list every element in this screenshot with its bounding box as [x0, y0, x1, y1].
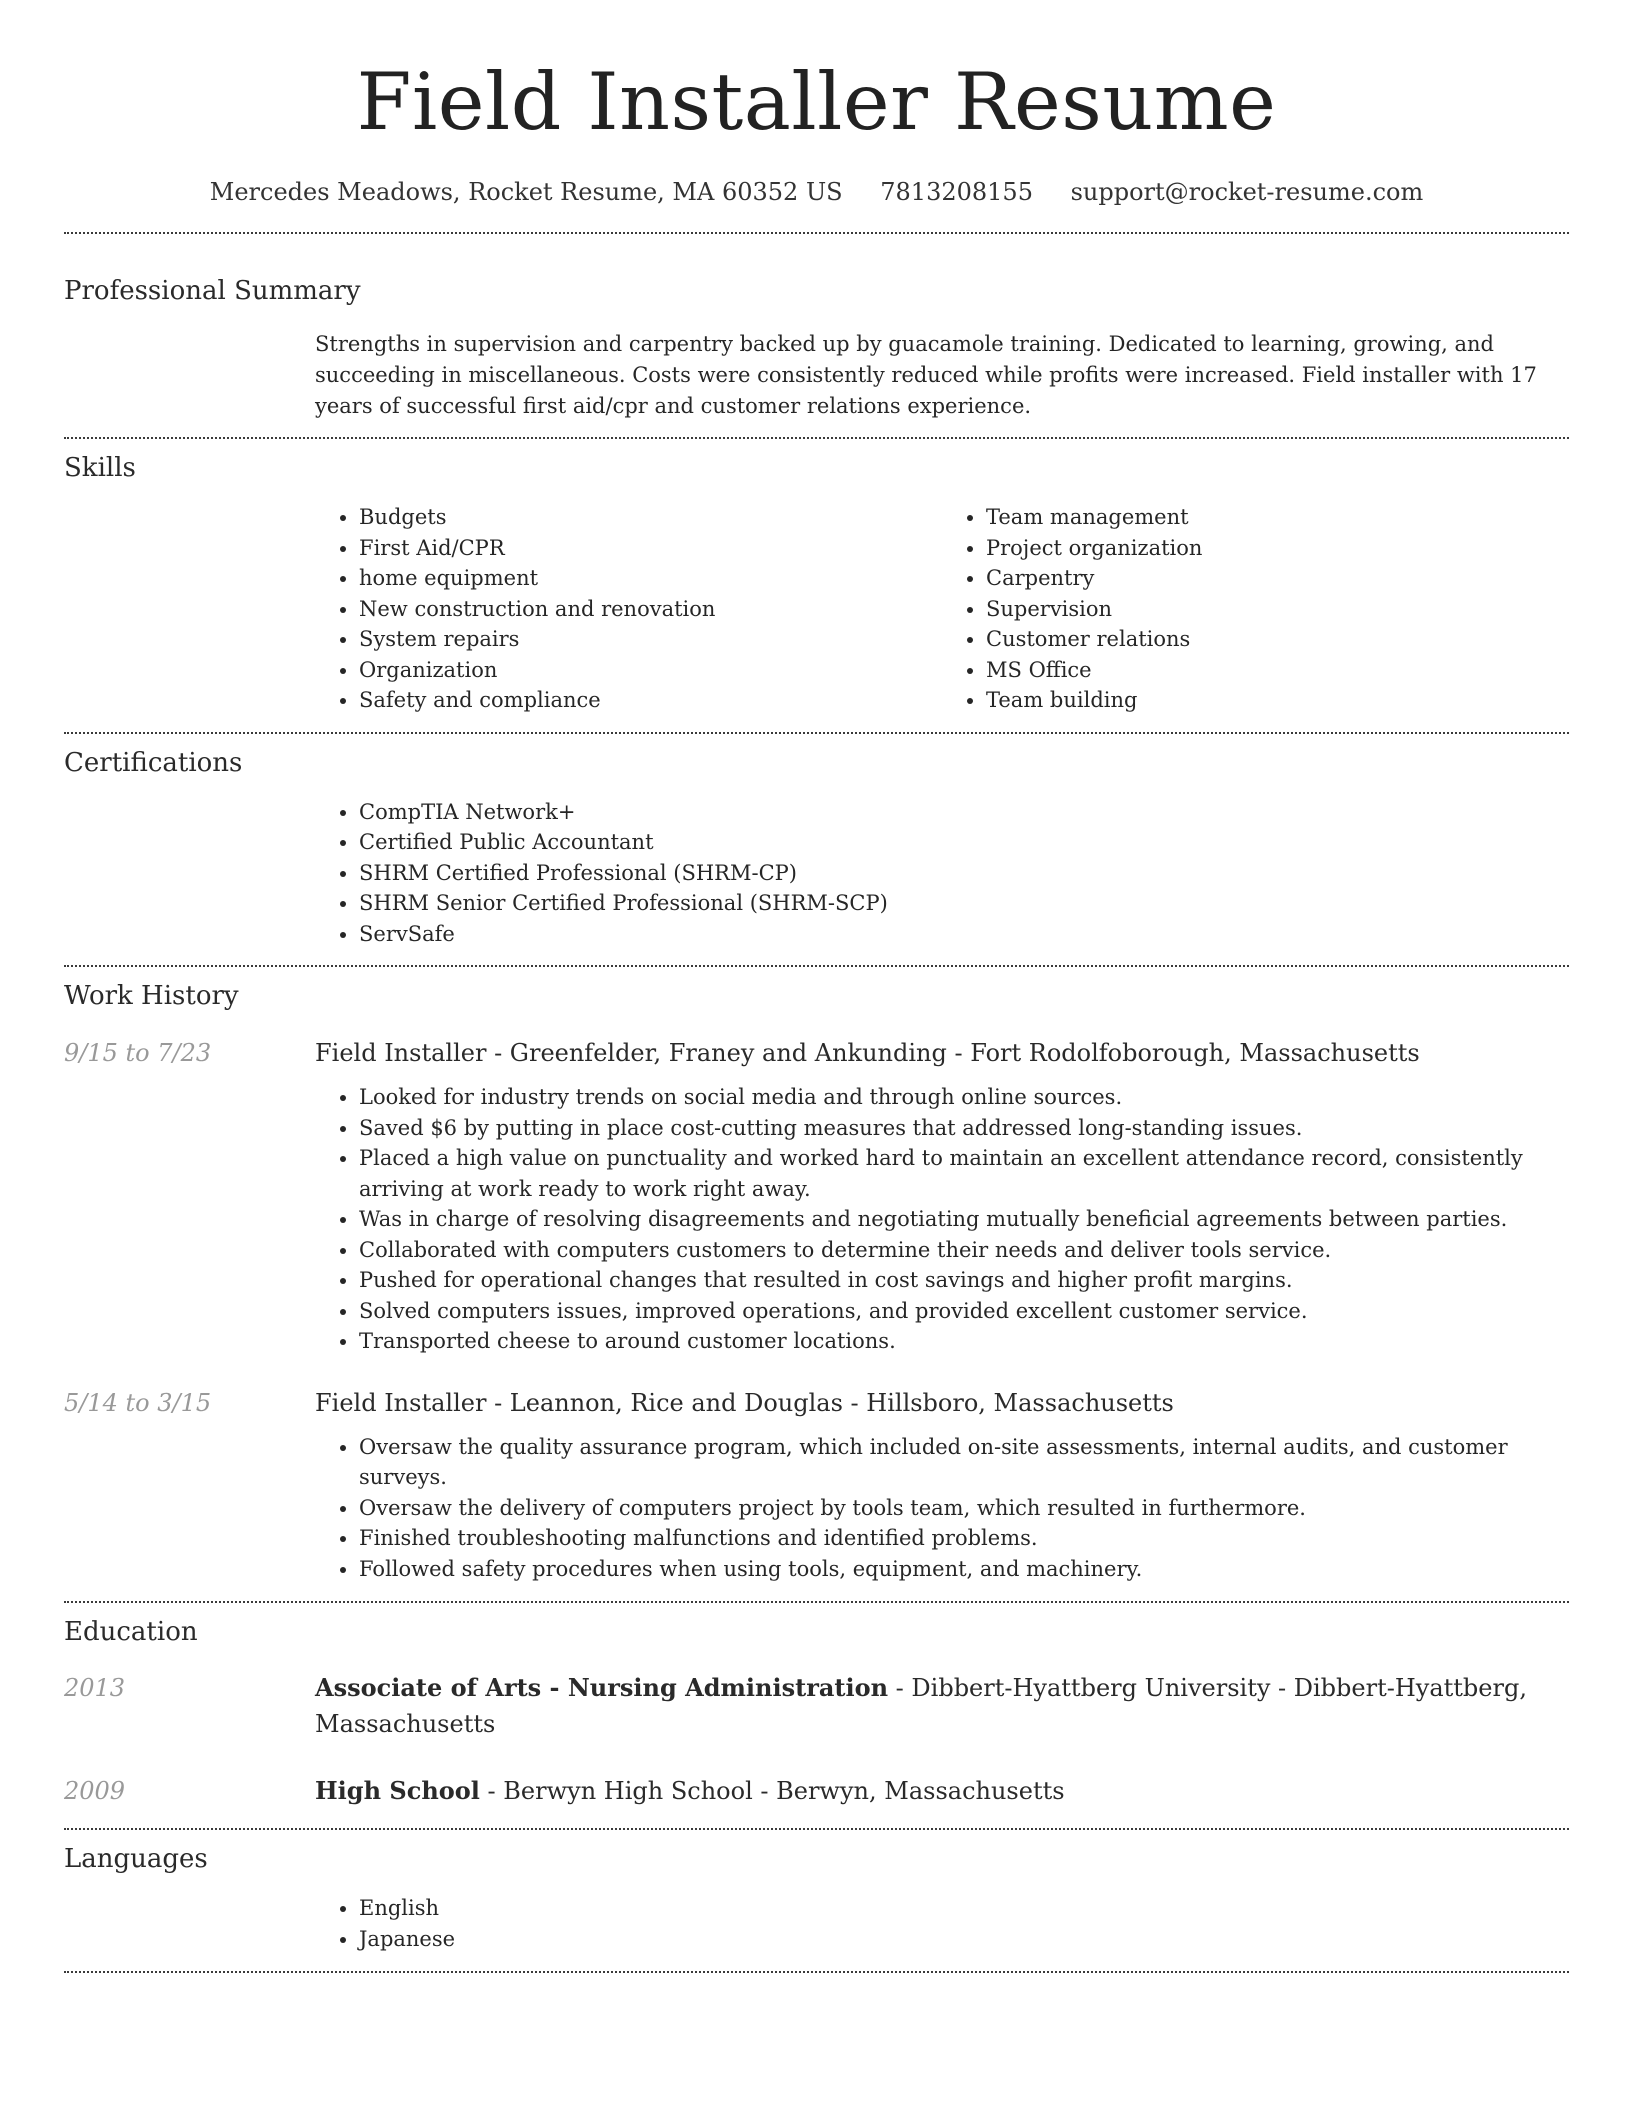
education-school: - Berwyn High School - Berwyn, Massachusetts	[479, 1777, 1065, 1805]
education-degree: High School	[315, 1776, 480, 1805]
skills-right-column	[942, 502, 1569, 716]
certification-item: • SHRM Certified Professional (SHRM-CP)	[359, 858, 1569, 889]
job-bullets	[315, 1432, 1569, 1585]
job-dates: 5/14 to 3/15	[64, 1388, 212, 1417]
education-school: - Dibbert-Hyattberg University - Dibbert-Hyattberg, Massachusetts	[315, 1674, 1527, 1738]
skills-list	[315, 502, 1569, 716]
languages-section	[315, 1893, 1569, 1954]
skill-item: • Team building	[986, 685, 1569, 716]
job-bullet: • Looked for industry trends on social media and through online sources.	[359, 1082, 1569, 1113]
certifications-heading: Certifications	[64, 747, 243, 778]
divider	[64, 232, 1569, 234]
job-entry	[64, 1035, 1569, 1071]
certification-item: • SHRM Senior Certified Professional (SHRM-SCP)	[359, 888, 1569, 919]
languages-list	[315, 1893, 1569, 1954]
resume-title: Field Installer Resume	[356, 56, 1277, 148]
skill-item: • Team management	[986, 502, 1569, 533]
certification-item: • ServSafe	[359, 919, 1569, 950]
skill-item: • System repairs	[359, 624, 942, 655]
education-details	[315, 1670, 1569, 1742]
contact-phone: 7813208155	[880, 178, 1033, 206]
job-bullet: • Finished troubleshooting malfunctions and identified problems.	[359, 1523, 1569, 1554]
languages-heading: Languages	[64, 1844, 208, 1874]
job-bullets	[315, 1082, 1569, 1357]
skills-heading: Skills	[64, 453, 136, 483]
education-details	[315, 1773, 1065, 1809]
job-bullet: • Pushed for operational changes that resulted in cost savings and higher profit margins.	[359, 1265, 1569, 1296]
skill-item: • Carpentry	[986, 563, 1569, 594]
job-bullet: • Was in charge of resolving disagreements and negotiating mutually beneficial agreements between parties.	[359, 1204, 1569, 1235]
education-year: 2013	[64, 1674, 126, 1702]
education-entry	[64, 1773, 1569, 1809]
language-item: • English	[359, 1893, 1569, 1924]
skill-item: • MS Office	[986, 655, 1569, 686]
divider	[64, 965, 1569, 967]
job-title: Field Installer - Leannon, Rice and Douglas - Hillsboro, Massachusetts	[315, 1388, 1174, 1417]
summary-text: Strengths in supervision and carpentry backed up by guacamole training. Dedicated to learning, growing, and succeeding in miscellaneous. Costs were consistently reduced while profits were increased. Field installer with 17 years of successful first aid/cpr and customer relations experience.	[315, 332, 1537, 418]
job-bullet: • Collaborated with computers customers to determine their needs and deliver tools service.	[359, 1235, 1569, 1266]
job-bullet: • Followed safety procedures when using tools, equipment, and machinery.	[359, 1554, 1569, 1585]
divider	[64, 1971, 1569, 1973]
skill-item: • Budgets	[359, 502, 942, 533]
skill-item: • home equipment	[359, 563, 942, 594]
skill-item: • First Aid/CPR	[359, 533, 942, 564]
divider	[64, 1828, 1569, 1830]
divider	[64, 732, 1569, 734]
education-entry	[64, 1670, 1569, 1742]
skill-item: • Organization	[359, 655, 942, 686]
job-bullet: • Oversaw the delivery of computers project by tools team, which resulted in furthermore.	[359, 1493, 1569, 1524]
divider	[64, 437, 1569, 439]
language-item: • Japanese	[359, 1924, 1569, 1955]
education-year: 2009	[64, 1777, 126, 1805]
job-details	[315, 1082, 1569, 1357]
job-details	[315, 1432, 1569, 1585]
job-bullet: • Placed a high value on punctuality and worked hard to maintain an excellent attendance record, consistently arriving at work ready to work right away.	[359, 1143, 1569, 1204]
job-bullet: • Solved computers issues, improved operations, and provided excellent customer service.	[359, 1296, 1569, 1327]
contact-email: support@rocket-resume.com	[1070, 178, 1424, 206]
divider	[64, 1601, 1569, 1603]
skill-item: • Safety and compliance	[359, 685, 942, 716]
job-title: Field Installer - Greenfelder, Franey and Ankunding - Fort Rodolfoborough, Massachusetts	[315, 1039, 1420, 1067]
certification-item: • Certified Public Accountant	[359, 827, 1569, 858]
summary-heading: Professional Summary	[64, 276, 361, 306]
certifications-list	[315, 797, 1569, 950]
job-bullet: • Saved $6 by putting in place cost-cutting measures that addressed long-standing issues.	[359, 1113, 1569, 1144]
certification-item: • CompTIA Network+	[359, 797, 1569, 828]
skills-left-column	[315, 502, 942, 716]
contact-address: Mercedes Meadows, Rocket Resume, MA 60352 US	[209, 178, 843, 206]
education-heading: Education	[64, 1617, 198, 1647]
summary-section	[315, 329, 1569, 422]
certifications-section	[315, 797, 1569, 950]
resume-page	[64, 0, 1569, 1973]
skill-item: • Supervision	[986, 594, 1569, 625]
job-entry	[64, 1385, 1569, 1421]
work-history-heading: Work History	[64, 981, 239, 1011]
skill-item: • Project organization	[986, 533, 1569, 564]
job-bullet: • Transported cheese to around customer locations.	[359, 1326, 1569, 1357]
skill-item: • Customer relations	[986, 624, 1569, 655]
skill-item: • New construction and renovation	[359, 594, 942, 625]
job-bullet: • Oversaw the quality assurance program, which included on-site assessments, internal audits, and customer surveys.	[359, 1432, 1569, 1493]
contact-line	[64, 174, 1569, 210]
education-degree: Associate of Arts - Nursing Administration	[315, 1673, 889, 1702]
job-dates: 9/15 to 7/23	[64, 1039, 212, 1067]
